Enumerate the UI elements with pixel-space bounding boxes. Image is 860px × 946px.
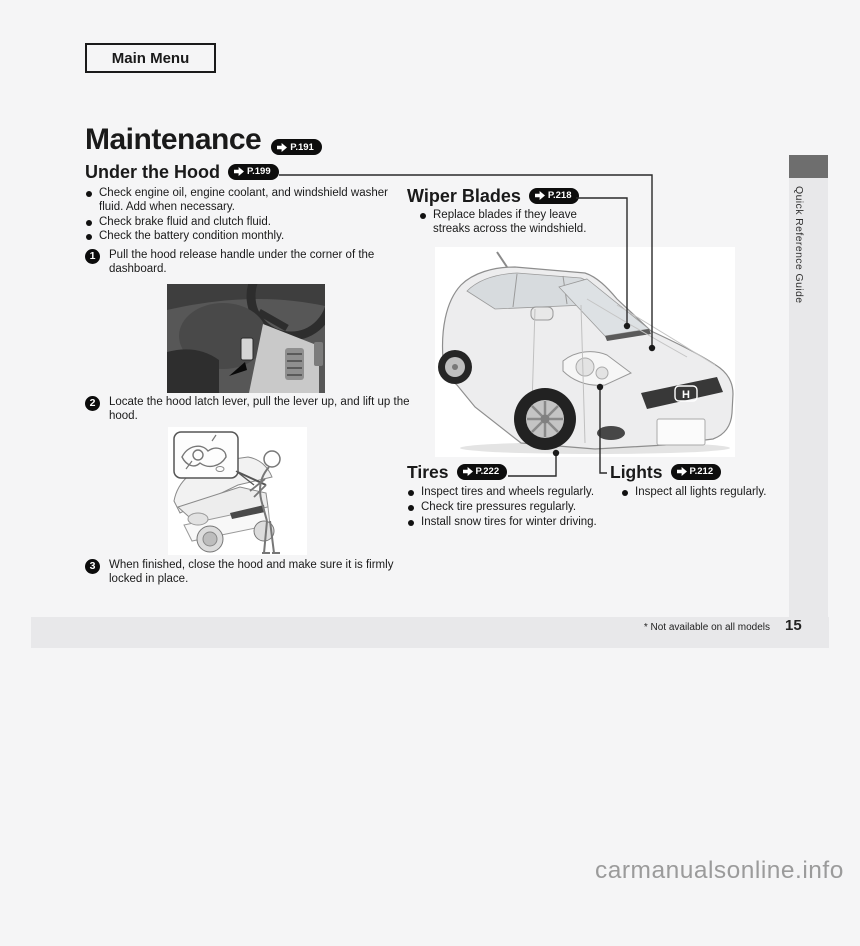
bullet-icon: [622, 490, 628, 496]
page-ref-text: P.222: [475, 466, 500, 477]
step-1: [85, 249, 415, 277]
hood-release-photo: [167, 284, 325, 393]
quick-reference-sidebar: [789, 155, 828, 617]
footnote: * Not available on all models: [643, 622, 770, 633]
lights-page-ref-badge[interactable]: [671, 464, 722, 480]
arrow-right-icon: [677, 467, 687, 476]
step-text: When finished, close the hood and make sure it is firmly locked in place.: [109, 559, 394, 585]
page-number: 15: [785, 617, 802, 634]
page-ref-text: P.199: [247, 166, 271, 177]
rear-wheel-hub: [452, 364, 458, 370]
arrow-right-icon: [234, 167, 244, 176]
bullet-text: Check the battery condition monthly.: [99, 230, 285, 243]
main-menu-button[interactable]: [85, 43, 216, 73]
tires-title: Tires: [407, 462, 449, 482]
step-text: Pull the hood release handle under the corner of the dashboard.: [109, 249, 375, 275]
bullet-text: Check engine oil, engine coolant, and windshield washer fluid. Add when necessary.: [99, 187, 388, 213]
bullet-text: Replace blades if they leave streaks across the windshield.: [433, 209, 587, 235]
bullet-text: Inspect all lights regularly.: [635, 486, 767, 498]
list-item: [420, 209, 612, 237]
step-text: Locate the hood latch lever, pull the lever up, and lift up the hood.: [109, 396, 410, 422]
front-wheel-hub: [541, 415, 550, 424]
list-item: [622, 486, 792, 500]
bullet-text: Inspect tires and wheels regularly.: [421, 486, 595, 498]
sidebar-chapter-label: Quick Reference Guide: [793, 186, 805, 304]
arrow-right-icon: [535, 191, 545, 200]
tires-heading-row: [407, 462, 507, 482]
list-item: [408, 486, 600, 500]
open-hood-line-art: [168, 427, 307, 555]
step-number-badge: 2: [85, 396, 100, 411]
list-item: [408, 516, 600, 530]
step-3: [85, 559, 415, 587]
main-menu-label: Main Menu: [111, 49, 190, 67]
step-number-badge: 1: [85, 249, 100, 264]
bullet-icon: [86, 220, 92, 226]
page-title: Maintenance: [85, 123, 262, 156]
lights-heading-row: [610, 462, 721, 482]
list-item: [86, 216, 414, 230]
arrow-right-icon: [463, 467, 473, 476]
lights-bullet-list: [622, 486, 792, 501]
step-number-badge: 3: [85, 559, 100, 574]
page-ref-text: P.191: [290, 141, 314, 153]
list-item: [86, 187, 414, 215]
list-item: [86, 230, 414, 244]
step-2: [85, 396, 415, 424]
under-hood-heading-row: [85, 162, 279, 182]
under-hood-bullet-list: [86, 187, 414, 245]
bullet-text: Install snow tires for winter driving.: [421, 515, 597, 528]
bullet-icon: [86, 191, 92, 197]
wiper-blades-heading-row: [407, 186, 579, 206]
bullet-text: Check tire pressures regularly.: [421, 500, 577, 513]
wiper-blades-page-ref-badge[interactable]: [529, 188, 580, 204]
page-ref-text: P.212: [689, 466, 714, 477]
honda-logo-h: H: [682, 389, 690, 401]
bullet-icon: [86, 234, 92, 240]
car-illustration: [435, 247, 735, 457]
tires-page-ref-badge[interactable]: [457, 464, 508, 480]
lights-title: Lights: [610, 462, 663, 482]
dashboard-photo-illustration: [167, 284, 325, 393]
car-overview-figure: [435, 247, 735, 457]
fog-light: [597, 426, 625, 440]
bullet-icon: [408, 520, 414, 526]
under-hood-page-ref-badge[interactable]: [228, 164, 279, 180]
headlight-lamp: [596, 367, 608, 379]
bullet-icon: [408, 490, 414, 496]
under-hood-title: Under the Hood: [85, 162, 220, 182]
license-plate: [657, 419, 705, 445]
bullet-icon: [408, 505, 414, 511]
bullet-text: Check brake fluid and clutch fluid.: [99, 215, 271, 228]
headlight-lamp: [576, 358, 594, 376]
watermark-text: carmanualsonline.info: [595, 857, 844, 884]
page-ref-text: P.218: [547, 190, 572, 201]
wiper-blades-bullet-list: [420, 209, 612, 238]
antenna: [497, 252, 507, 267]
page-title-row: [85, 124, 322, 156]
tires-bullet-list: [408, 486, 600, 530]
list-item: [408, 501, 600, 515]
wiper-blades-title: Wiper Blades: [407, 186, 521, 206]
hood-latch-illustration: [168, 427, 307, 555]
maintenance-page-ref-badge[interactable]: [271, 139, 322, 155]
chapter-tab-block[interactable]: [789, 155, 828, 178]
bullet-icon: [420, 213, 426, 219]
arrow-right-icon: [277, 143, 287, 152]
